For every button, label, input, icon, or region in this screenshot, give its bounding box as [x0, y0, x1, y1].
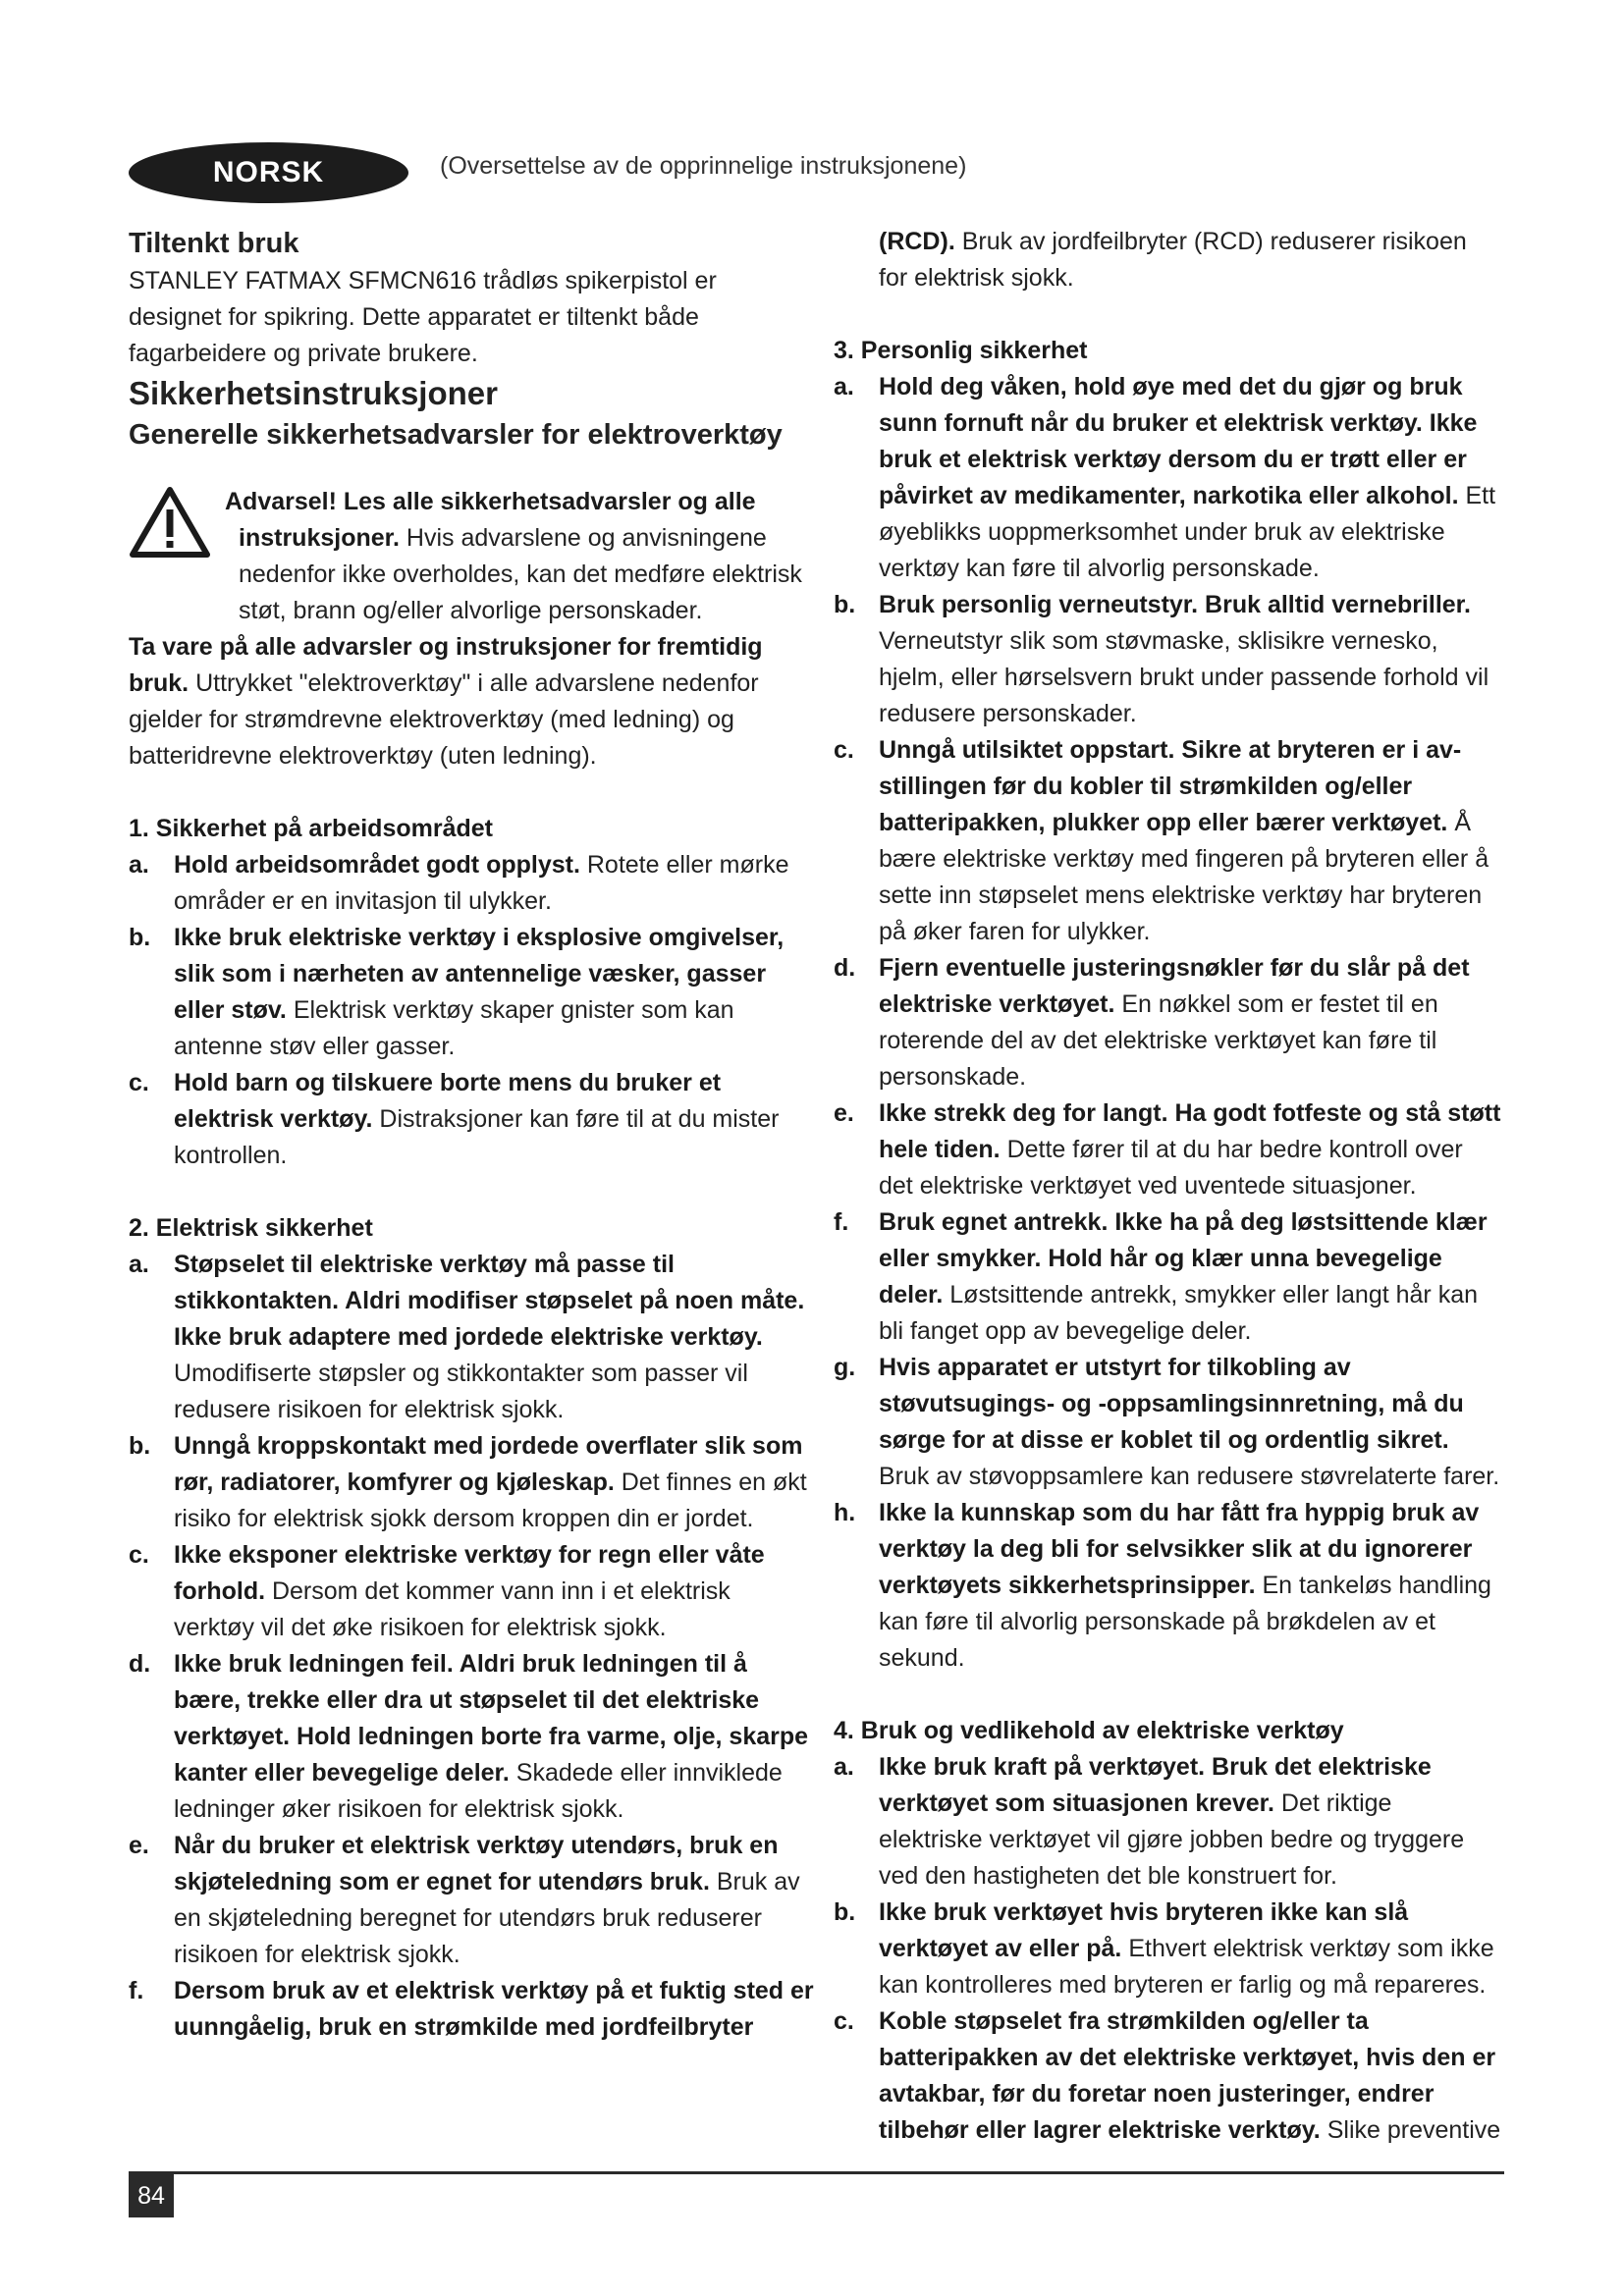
- page-number: 84: [129, 2174, 174, 2217]
- list-item: a. Ikke bruk kraft på verktøyet. Bruk det elektriske verktøyet som situasjonen krever. Det riktige elektriske verktøyet vil gjøre jobben bedre og tryggere ved den hastigheten det ble konstruert for.: [834, 1753, 1465, 1890]
- list-item: b. Ikke bruk verktøyet hvis bryteren ikke kan slå verktøyet av eller på. Ethvert elektrisk verktøy som ikke kan kontrolleres med bryteren er farlig og må repareres.: [834, 1898, 1494, 1999]
- section-4-title: 4. Bruk og vedlikehold av elektriske verktøy: [834, 1717, 1344, 1744]
- list-item-continued: (RCD). Bruk av jordfeilbryter (RCD) reduserer risikoen for elektrisk sjokk.: [879, 228, 1467, 292]
- warning-triangle-icon: [129, 486, 211, 559]
- translation-note: (Oversettelse av de opprinnelige instruksjonene): [440, 152, 967, 180]
- keep-instructions-paragraph: Ta vare på alle advarsler og instruksjoner for fremtidig bruk. Uttrykket "elektroverktøy" i alle advarslene nedenfor gjelder for strømdrevne elektroverktøy (med ledning) og batteridrevne elektroverktøy (uten ledning).: [129, 633, 763, 770]
- list-item: g. Hvis apparatet er utstyrt for tilkobling av støvutsugings- og -oppsamlingsinnretning, må du sørge for at disse er koblet til og ordentlig sikret. Bruk av støvoppsamlere kan redusere støvrelaterte farer.: [834, 1354, 1500, 1490]
- warning-text-4: støt, brann og/eller alvorlige personskader.: [239, 597, 703, 624]
- warning-text-2: Hvis advarslene og anvisningene: [399, 524, 767, 552]
- list-item: d. Ikke bruk ledningen feil. Aldri bruk ledningen til å bære, trekke eller dra ut støpselet til det elektriske verktøyet. Hold ledningen borte fra varme, olje, skarpe kanter eller bevegelige deler. Skadede eller innviklede ledninger øker risikoen for elektrisk sjokk.: [129, 1650, 809, 1823]
- warning-bold-1: Advarsel! Les alle sikkerhetsadvarsler og alle: [225, 488, 756, 515]
- left-column: [129, 224, 816, 2046]
- list-item: c. Hold barn og tilskuere borte mens du bruker et elektrisk verktøy. Distraksjoner kan føre til at du mister kontrollen.: [129, 1069, 780, 1169]
- footer-divider: [129, 2171, 1504, 2174]
- list-item: c. Ikke eksponer elektriske verktøy for regn eller våte forhold. Dersom det kommer vann inn i et elektrisk verktøy vil det øke risikoen for elektrisk sjokk.: [129, 1541, 765, 1641]
- warning-bold-2: instruksjoner.: [239, 524, 400, 552]
- list-item: b. Ikke bruk elektriske verktøy i eksplosive omgivelser, slik som i nærheten av antennelige væsker, gasser eller støv. Elektrisk verktøy skaper gnister som kan antenne støv eller gasser.: [129, 924, 785, 1060]
- list-item: c. Koble støpselet fra strømkilden og/eller ta batteripakken av det elektriske verktøyet, hvis den er avtakbar, før du foretar noen justeringer, endrer tilbehør eller lagrer elektriske verktøy. Slike preventive: [834, 2007, 1501, 2144]
- list-item: e. Når du bruker et elektrisk verktøy utendørs, bruk en skjøteledning som er egnet for utendørs bruk. Bruk av en skjøteledning beregnet for utendørs bruk reduserer risikoen for elektrisk sjokk.: [129, 1832, 800, 1968]
- list-item: a. Hold deg våken, hold øye med det du gjør og bruk sunn fornuft når du bruker et elektrisk verktøy. Ikke bruk et elektrisk verktøy dersom du er trøtt eller er påvirket av medikamenter, narkotika eller alkohol. Ett øyeblikks uoppmerksomhet under bruk av elektriske verktøy kan føre til alvorlig personskade.: [834, 373, 1496, 582]
- list-item: b. Bruk personlig verneutstyr. Bruk alltid vernebriller. Verneutstyr slik som støvmaske, sklisikre vernesko, hjelm, eller hørselsvern brukt under passende forhold vil redusere personskader.: [834, 591, 1489, 727]
- general-warnings-title: Generelle sikkerhetsadvarsler for elektroverktøy: [129, 419, 783, 451]
- list-item: b. Unngå kroppskontakt med jordede overflater slik som rør, radiatorer, komfyrer og kjøleskap. Det finnes en økt risiko for elektrisk sjokk dersom kroppen din er jordet.: [129, 1432, 807, 1532]
- language-label: NORSK: [212, 156, 325, 188]
- right-column: [834, 224, 1501, 2149]
- list-item: e. Ikke strekk deg for langt. Ha godt fotfeste og stå støtt hele tiden. Dette fører til at du har bedre kontroll over det elektriske verktøyet ved uventede situasjoner.: [834, 1099, 1501, 1200]
- list-item: f. Dersom bruk av et elektrisk verktøy på et fuktig sted er uunngåelig, bruk en strømkilde med jordfeilbryter: [129, 1977, 814, 2041]
- intended-use-body: STANLEY FATMAX SFMCN616 trådløs spikerpistol er designet for spikring. Dette apparatet er tiltenkt både fagarbeidere og private brukere.: [129, 267, 717, 367]
- list-item: a. Hold arbeidsområdet godt opplyst. Rotete eller mørke områder er en invitasjon til ulykker.: [129, 851, 789, 915]
- list-item: f. Bruk egnet antrekk. Ikke ha på deg løstsittende klær eller smykker. Hold hår og klær unna bevegelige deler. Løstsittende antrekk, smykker eller langt hår kan bli fanget opp av bevegelige deler.: [834, 1208, 1488, 1345]
- safety-instructions-title: Sikkerhetsinstruksjoner: [129, 375, 498, 411]
- list-item: a. Støpselet til elektriske verktøy må passe til stikkontakten. Aldri modifiser støpselet på noen måte. Ikke bruk adaptere med jordede elektriske verktøy. Umodifiserte støpsler og stikkontakter som passer vil redusere risikoen for elektrisk sjokk.: [129, 1251, 805, 1423]
- warning-text-3: nedenfor ikke overholdes, kan det medføre elektrisk: [239, 561, 802, 588]
- language-badge: [129, 142, 408, 203]
- section-3-title: 3. Personlig sikkerhet: [834, 337, 1088, 364]
- intended-use-title: Tiltenkt bruk: [129, 228, 299, 259]
- warning-block: [129, 484, 816, 629]
- section-2-title: 2. Elektrisk sikkerhet: [129, 1214, 373, 1242]
- list-item: h. Ikke la kunnskap som du har fått fra hyppig bruk av verktøy la deg bli for selvsikker slik at du ignorerer verktøyets sikkerhetsprinsipper. En tankeløs handling kan føre til alvorlig personskade på brøkdelen av et sekund.: [834, 1499, 1491, 1672]
- list-item: c. Unngå utilsiktet oppstart. Sikre at bryteren er i av-stillingen før du kobler til strømkilden og/eller batteripakken, plukker opp eller bærer verktøyet. Å bære elektriske verktøy med fingeren på bryteren eller å sette inn støpselet mens elektriske verktøy har bryteren på øker faren for ulykker.: [834, 736, 1489, 945]
- section-1-title: 1. Sikkerhet på arbeidsområdet: [129, 815, 493, 842]
- list-item: d. Fjern eventuelle justeringsnøkler før du slår på det elektriske verktøyet. En nøkkel som er festet til en roterende del av det elektriske verktøyet kan føre til personskade.: [834, 954, 1470, 1091]
